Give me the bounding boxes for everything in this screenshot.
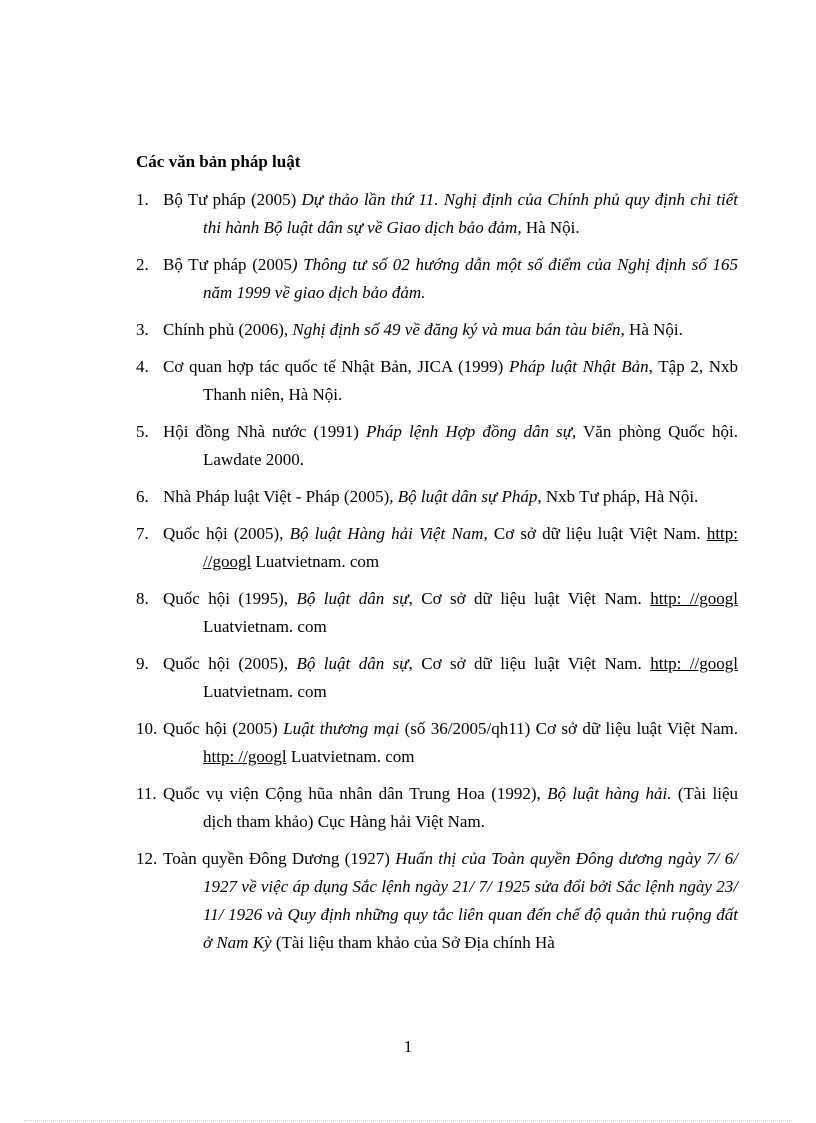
reference-author: Chính phủ (2006),: [163, 320, 293, 339]
reference-author: Nhà Pháp luật Việt - Pháp (2005),: [163, 487, 398, 506]
reference-details: , Hà Nội.: [620, 320, 683, 339]
reference-source: Luatvietnam. com: [203, 617, 327, 636]
reference-number: 12.: [136, 849, 158, 868]
reference-item: [136, 251, 738, 307]
reference-item: [136, 316, 738, 344]
reference-link[interactable]: http: //googl: [650, 654, 739, 673]
reference-title: Dự thảo lần thứ 11. Nghị định của Chính phủ quy định chi tiết thi hành Bộ luật dân sự về Giao dịch bảo đảm: [203, 190, 738, 237]
reference-details: , Cơ sở dữ liệu luật Việt Nam.: [483, 524, 707, 543]
page-bottom-divider: [24, 1120, 792, 1121]
reference-item: [136, 418, 738, 474]
reference-item: [136, 715, 738, 771]
reference-author: Quốc hội (2005): [163, 719, 284, 738]
reference-item: [136, 780, 738, 836]
reference-list: [136, 186, 738, 966]
reference-title: Bộ luật Hàng hải Việt Nam: [289, 524, 484, 543]
reference-item: [136, 650, 738, 706]
reference-details: , Hà Nội.: [517, 218, 580, 237]
reference-details: , Văn phòng Quốc hội. Lawdate 2000.: [203, 422, 738, 469]
reference-title: Pháp lệnh Hợp đồng dân sự: [365, 422, 572, 441]
reference-author: Quốc hội (1995),: [163, 589, 297, 608]
reference-item: [136, 353, 738, 409]
reference-details: , Tập 2, Nxb Thanh niên, Hà Nội.: [203, 357, 739, 404]
reference-source: Luatvietnam. com: [251, 552, 380, 571]
reference-title: Pháp luật Nhật Bản: [508, 357, 649, 376]
reference-number: 11.: [136, 784, 157, 803]
reference-number: 4.: [136, 357, 149, 376]
reference-source: Luatvietnam. com: [203, 682, 327, 701]
reference-number: 1.: [136, 190, 149, 209]
reference-text: [163, 845, 738, 957]
reference-item: [136, 585, 738, 641]
reference-details: , Nxb Tư pháp, Hà Nội.: [537, 487, 699, 506]
reference-number: 6.: [136, 487, 149, 506]
reference-details: , Cơ sở dữ liệu luật Việt Nam.: [408, 589, 651, 608]
reference-text: [163, 316, 738, 344]
reference-title: Nghị định số 49 về đăng ký và mua bán tàu biển: [292, 320, 621, 339]
reference-title: Bộ luật dân sự Pháp: [397, 487, 538, 506]
reference-item: [136, 845, 738, 957]
reference-number: 10.: [136, 719, 158, 738]
reference-number: 8.: [136, 589, 149, 608]
reference-title: Luật thương mại: [283, 719, 400, 738]
reference-author: Quốc hội (2005),: [163, 524, 290, 543]
reference-author: Cơ quan hợp tác quốc tế Nhật Bản, JICA (1999): [163, 357, 509, 376]
reference-title: Bộ luật dân sự: [296, 654, 409, 673]
reference-source: Luatvietnam. com: [286, 747, 415, 766]
reference-title: Bộ luật dân sự: [296, 589, 409, 608]
reference-details: , Cơ sở dữ liệu luật Việt Nam.: [408, 654, 651, 673]
reference-text: [163, 353, 739, 409]
reference-author: Quốc hội (2005),: [163, 654, 297, 673]
reference-item: [136, 520, 738, 576]
reference-number: 3.: [136, 320, 149, 339]
reference-text: [163, 483, 738, 511]
reference-number: 9.: [136, 654, 149, 673]
reference-text: [163, 715, 739, 771]
reference-link[interactable]: http: //googl: [203, 747, 287, 766]
reference-text: [163, 520, 738, 576]
reference-details: (Tài liệu dịch tham khảo) Cục Hàng hải Việt Nam.: [203, 784, 738, 831]
reference-details: (số 36/2005/qh11) Cơ sở dữ liệu luật Việt Nam.: [399, 719, 739, 738]
reference-author: Bộ Tư pháp (2005: [163, 255, 292, 274]
reference-item: [136, 483, 738, 511]
reference-author: Quốc vụ viện Cộng hũa nhân dân Trung Hoa (1992),: [163, 784, 548, 803]
reference-text: [163, 418, 738, 474]
reference-number: 7.: [136, 524, 149, 543]
reference-link[interactable]: http: //googl: [203, 524, 738, 571]
reference-author: Hội đồng Nhà nước (1991): [163, 422, 366, 441]
reference-link[interactable]: http: //googl: [650, 589, 739, 608]
reference-text: [163, 585, 739, 641]
reference-title: ) Thông tư số 02 hướng dẫn một số điểm của Nghị định số 165 năm 1999 về giao dịch bảo đảm.: [203, 255, 738, 302]
reference-text: [163, 780, 738, 836]
section-heading: Các văn bản pháp luật: [136, 152, 301, 171]
reference-number: 2.: [136, 255, 149, 274]
reference-author: Toàn quyền Đông Dương (1927): [163, 849, 396, 868]
reference-item: [136, 186, 738, 242]
reference-title: Huấn thị của Toàn quyền Đông dương ngày 7/ 6/ 1927 về việc áp dụng Sắc lệnh ngày 21/ 7/ 1925 sửa đổi bởi Sắc lệnh ngày 23/ 11/ 1926 và Quy định những quy tắc liên quan đến chế độ quản thủ ruộng đất ở Nam Kỳ: [203, 849, 738, 952]
reference-text: [163, 251, 738, 307]
reference-title: Bộ luật hàng hải.: [547, 784, 672, 803]
reference-details: (Tài liệu tham khảo của Sở Địa chính Hà: [271, 933, 555, 952]
reference-text: [163, 650, 739, 706]
reference-text: [163, 186, 738, 242]
page-number: 1: [403, 1037, 413, 1056]
reference-author: Bộ Tư pháp (2005): [163, 190, 302, 209]
reference-number: 5.: [136, 422, 149, 441]
